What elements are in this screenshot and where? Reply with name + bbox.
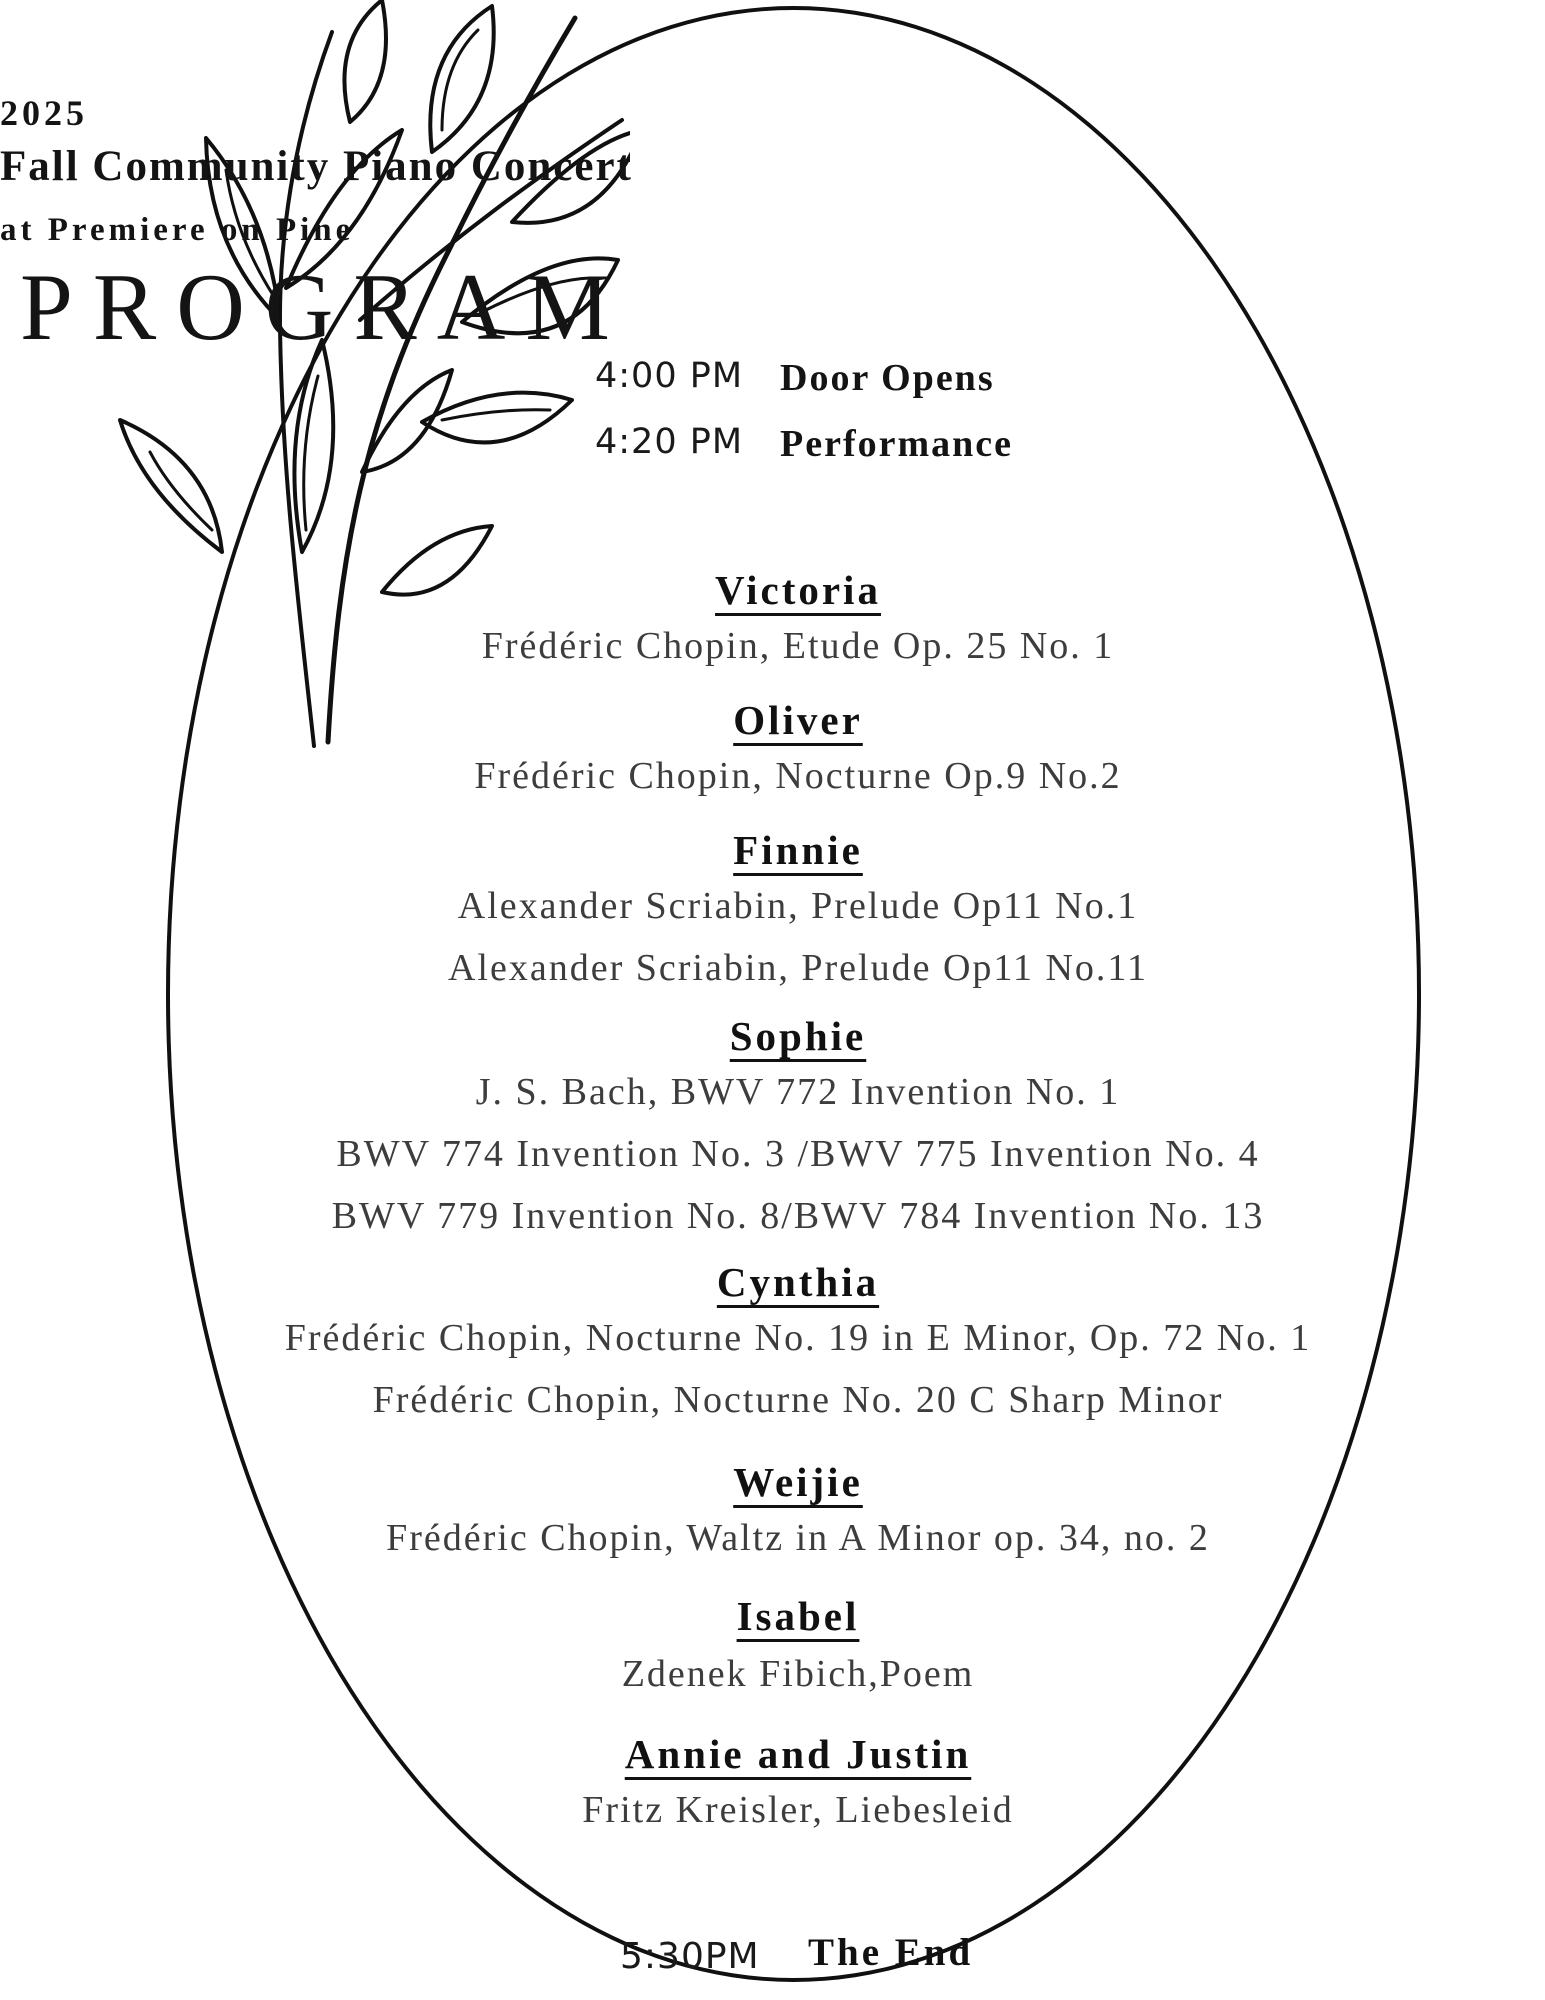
venue-label: at Premiere on Pine [0, 212, 355, 248]
performer-name: Sophie [729, 1013, 867, 1059]
piece-item: Frédéric Chopin, Nocturne No. 19 in E Minor, Op. 72 No. 1 [284, 1317, 1312, 1359]
piece-item: Frédéric Chopin, Waltz in A Minor op. 34, no. 2 [386, 1517, 1210, 1559]
piece-item: BWV 779 Invention No. 8/BWV 784 Invention No. 13 [331, 1195, 1265, 1237]
performer-name: Oliver [733, 697, 863, 743]
piece-item: BWV 774 Invention No. 3 /BWV 775 Invention No. 4 [336, 1133, 1260, 1175]
piece-item: Fritz Kreisler, Liebesleid [582, 1789, 1014, 1831]
performer-name: Annie and Justin [624, 1731, 972, 1777]
concert-title: Fall Community Piano Concert [0, 143, 633, 190]
end-time: 5:30PM [620, 1936, 760, 1977]
performer-name: Victoria [715, 567, 881, 613]
performer-name: Isabel [736, 1593, 860, 1639]
piece-item: Zdenek Fibich,Poem [621, 1653, 975, 1695]
end-label: The End [808, 1931, 974, 1974]
year-label: 2025 [0, 93, 88, 133]
piece-item: Alexander Scriabin, Prelude Op11 No.1 [457, 885, 1139, 927]
piece-item: Frédéric Chopin, Nocturne Op.9 No.2 [474, 755, 1122, 797]
performer-name: Cynthia [716, 1259, 880, 1305]
program-heading: PROGRAM [20, 254, 630, 360]
door-opens-time: 4:00 PM [595, 356, 744, 396]
piece-item: Frédéric Chopin, Etude Op. 25 No. 1 [481, 625, 1115, 667]
performance-time: 4:20 PM [595, 422, 744, 462]
door-opens-label: Door Opens [780, 357, 995, 399]
performance-label: Performance [780, 423, 1013, 465]
piece-item: J. S. Bach, BWV 772 Invention No. 1 [475, 1071, 1121, 1113]
piece-item: Frédéric Chopin, Nocturne No. 20 C Sharp Minor [372, 1379, 1224, 1421]
piece-item: Alexander Scriabin, Prelude Op11 No.11 [447, 947, 1149, 989]
performer-name: Finnie [733, 827, 863, 873]
performer-name: Weijie [733, 1459, 863, 1505]
